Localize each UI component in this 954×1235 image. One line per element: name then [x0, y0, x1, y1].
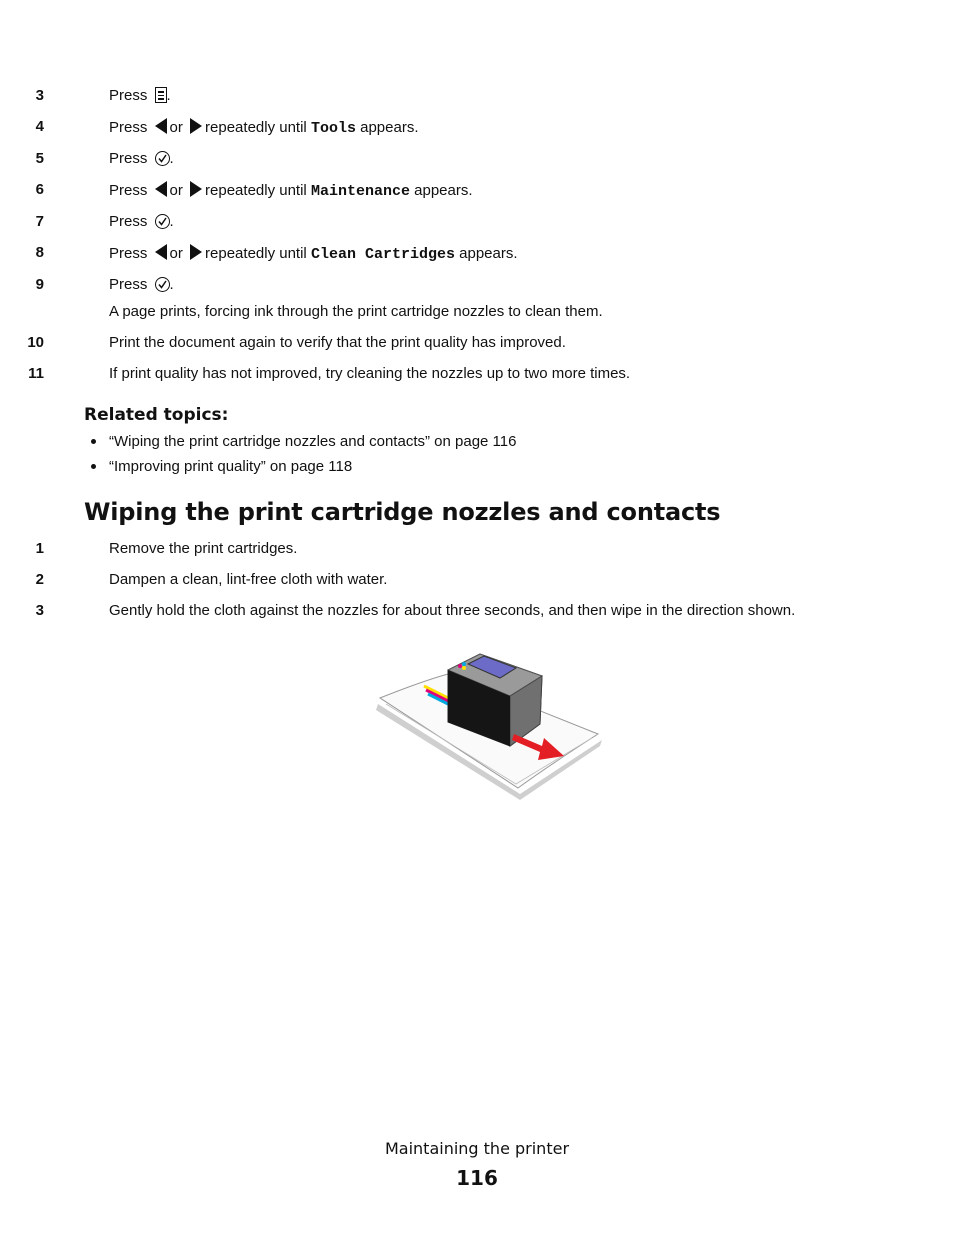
page-number: 116 — [456, 1166, 498, 1190]
step-number: 4 — [35, 118, 44, 135]
left-arrow-icon — [155, 118, 167, 134]
cartridge-wiping-illustration — [370, 634, 610, 804]
step-number: 3 — [35, 602, 44, 619]
select-button-icon — [155, 277, 170, 292]
step-number: 6 — [35, 181, 44, 198]
step-number: 9 — [35, 276, 44, 293]
menu-option-code: Clean Cartridges — [310, 246, 455, 263]
menu-option-code: Tools — [310, 120, 356, 137]
left-arrow-icon — [155, 244, 167, 260]
step-number: 2 — [35, 571, 44, 588]
select-button-icon — [155, 214, 170, 229]
step-number: 11 — [28, 365, 44, 382]
right-arrow-icon — [190, 181, 202, 197]
menu-option-code: Maintenance — [310, 183, 410, 200]
step-number: 8 — [35, 244, 44, 261]
bullet-icon — [91, 439, 96, 444]
step-number: 5 — [35, 150, 44, 167]
bullet-icon — [91, 464, 96, 469]
step-number: 10 — [27, 334, 44, 351]
menu-button-icon — [155, 87, 167, 103]
step-number: 1 — [35, 540, 44, 557]
footer-chapter-title: Maintaining the printer — [384, 1139, 570, 1158]
step-number: 3 — [35, 87, 44, 104]
step-number: 7 — [35, 213, 44, 230]
related-topics-title: Related topics: — [84, 405, 229, 425]
section-heading: Wiping the print cartridge nozzles and contacts — [84, 498, 721, 526]
right-arrow-icon — [190, 244, 202, 260]
select-button-icon — [155, 151, 170, 166]
left-arrow-icon — [155, 181, 167, 197]
right-arrow-icon — [190, 118, 202, 134]
step-text: Press — [109, 87, 148, 104]
